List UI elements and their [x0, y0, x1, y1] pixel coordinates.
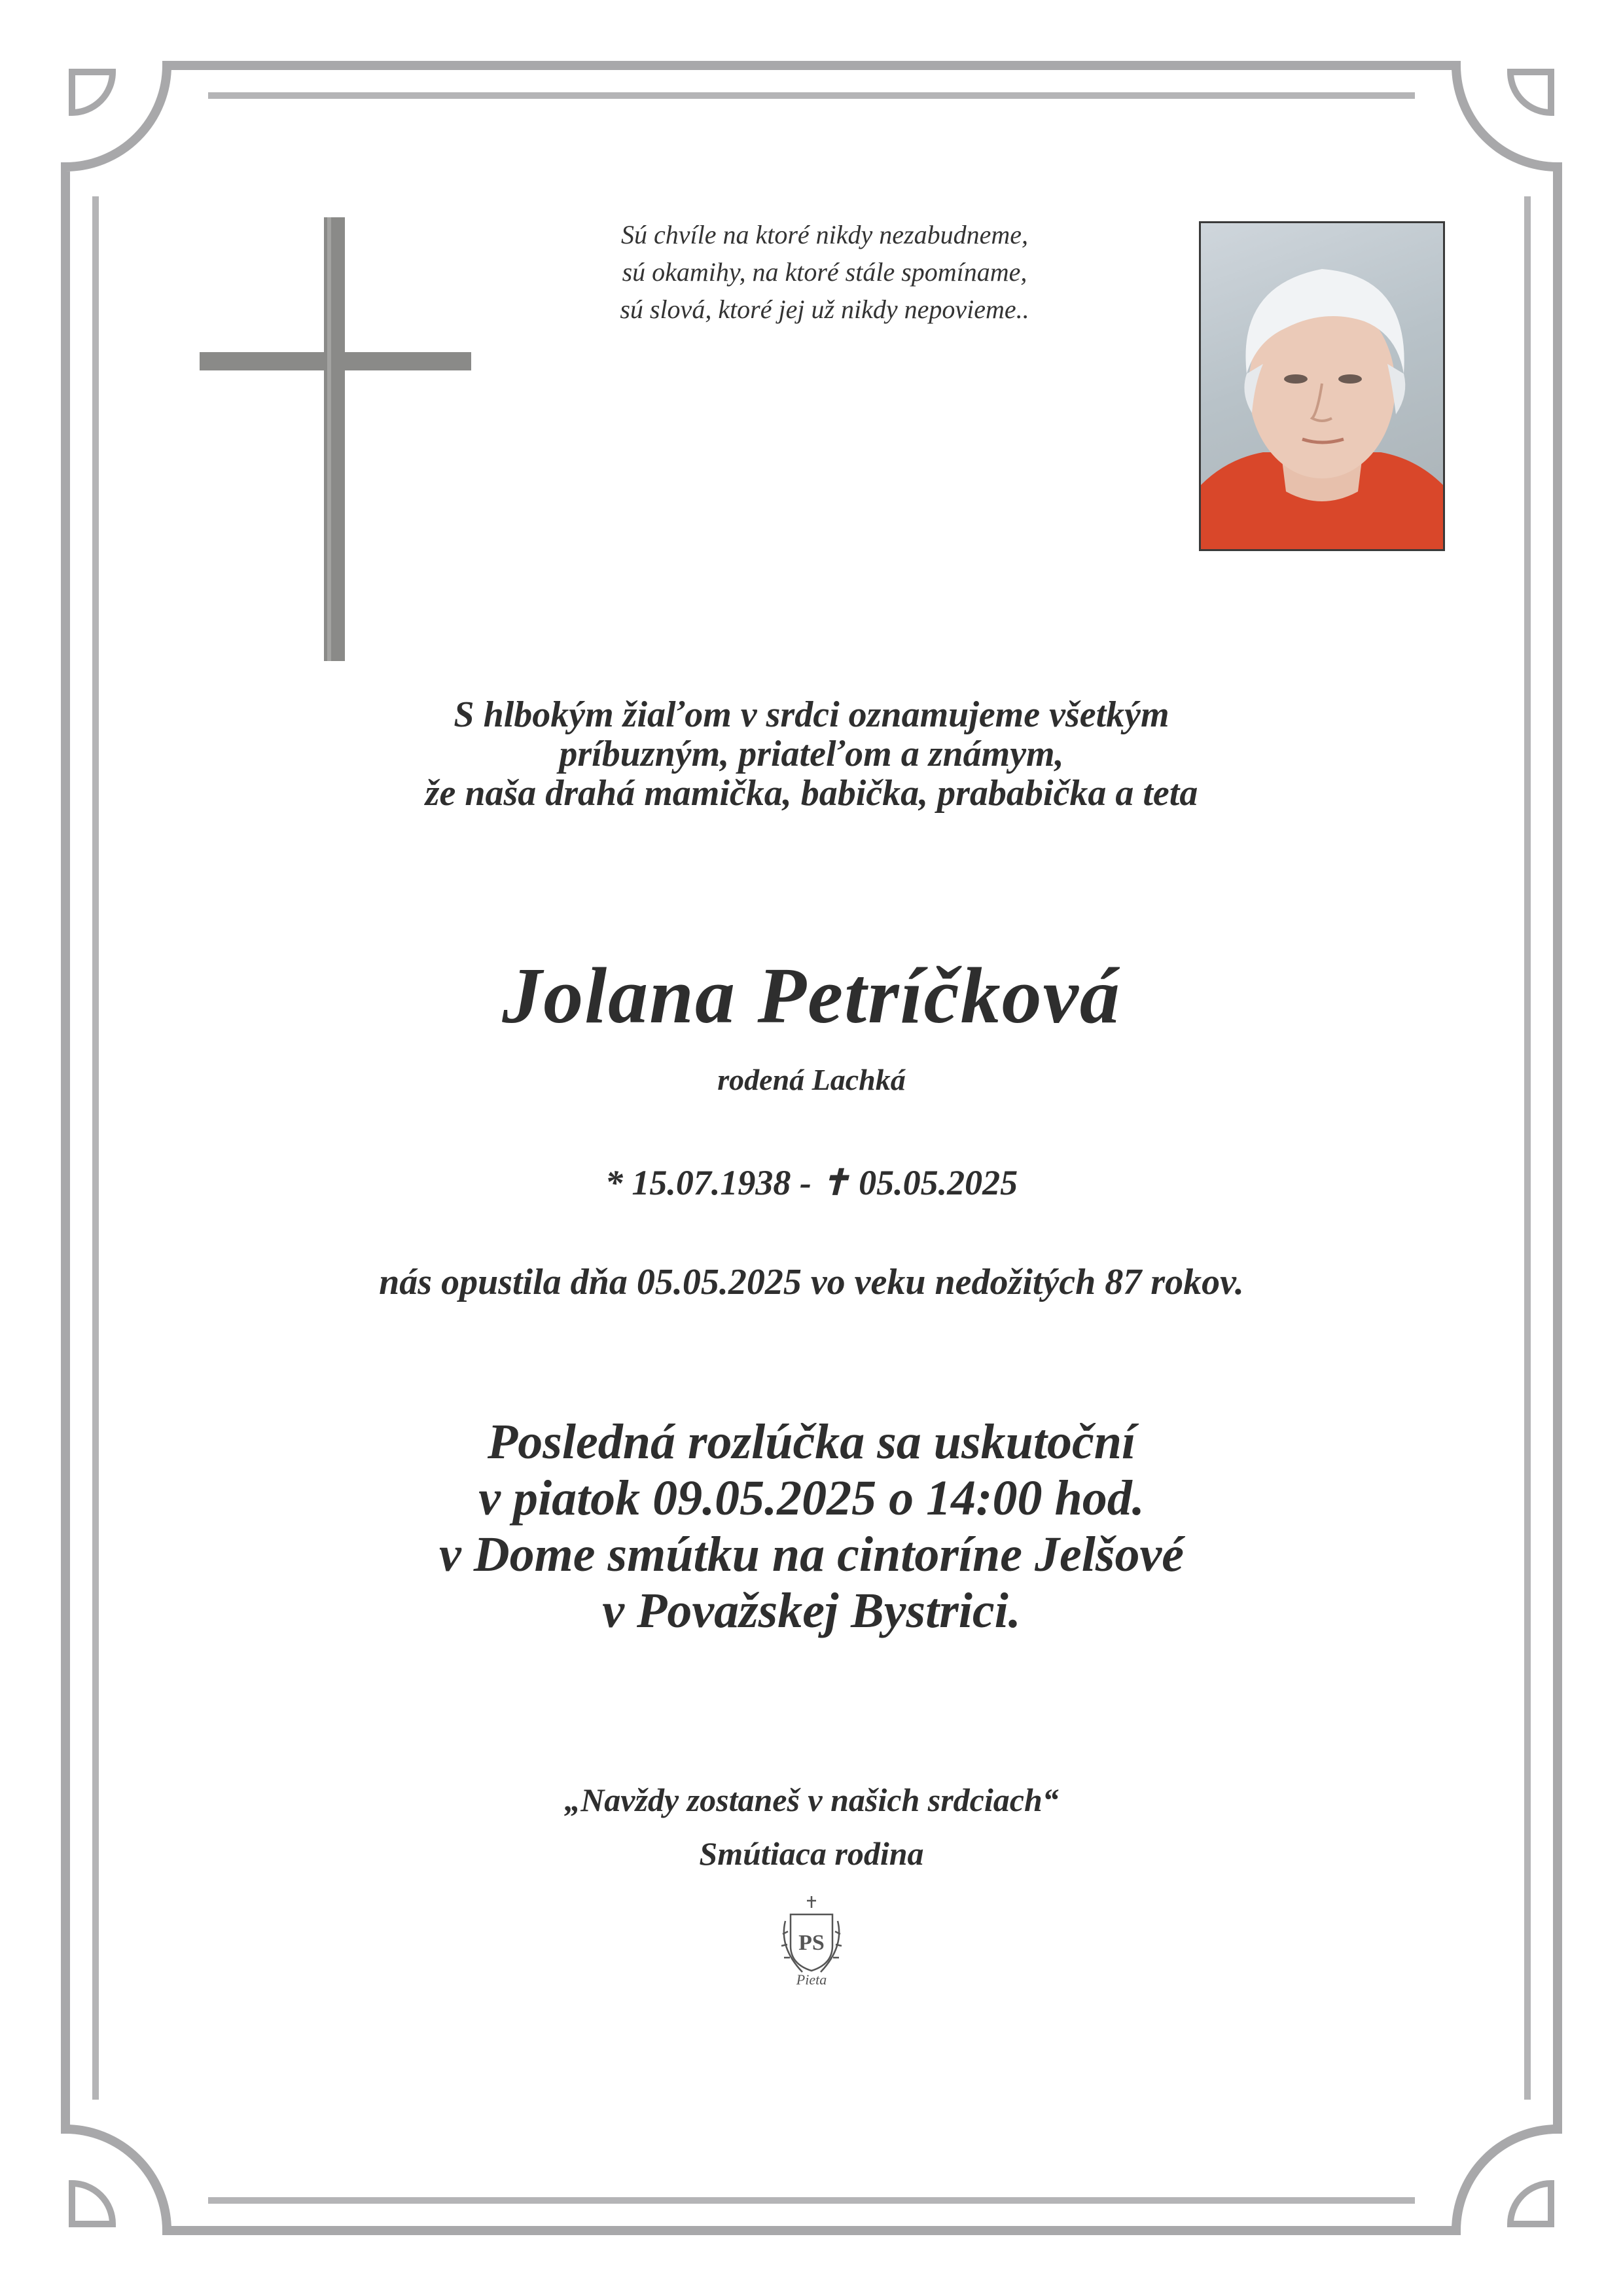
- announcement-line: že naša drahá mamička, babička, prababička a teta: [425, 773, 1198, 814]
- poem-line: sú okamihy, na ktoré stále spomíname,: [622, 257, 1027, 287]
- funeral-line: v Dome smútku na cintoríne Jelšové: [439, 1527, 1184, 1582]
- logo-brand: Pieta: [796, 1971, 827, 1988]
- passed-away-text: nás opustila dňa 05.05.2025 vo veku nedožitých 87 rokov.: [379, 1262, 1244, 1302]
- funeral-line: Posledná rozlúčka sa uskutoční: [487, 1414, 1136, 1469]
- logo-monogram: PS: [798, 1931, 825, 1955]
- closing-quote: „Navždy zostaneš v našich srdciach“: [564, 1782, 1059, 1818]
- life-dates: * 15.07.1938 - ✝ 05.05.2025: [605, 1163, 1018, 1202]
- announcement-line: príbuzným, priateľom a známym,: [559, 734, 1064, 774]
- funeral-line: v Považskej Bystrici.: [602, 1583, 1021, 1638]
- funeral-details: [0, 1414, 1623, 1639]
- deceased-name: Jolana Petríčková: [502, 952, 1121, 1040]
- portrait-photo: [1199, 221, 1445, 551]
- funeral-line: v piatok 09.05.2025 o 14:00 hod.: [478, 1471, 1145, 1526]
- family-signature: Smútiaca rodina: [699, 1835, 924, 1872]
- announcement-text: [0, 695, 1623, 813]
- memorial-poem: [497, 216, 1152, 328]
- announcement-line: S hlbokým žiaľom v srdci oznamujeme všetkým: [454, 694, 1169, 735]
- maiden-name: rodená Lachká: [717, 1063, 906, 1096]
- poem-line: sú slová, ktoré jej už nikdy nepovieme..: [620, 295, 1029, 324]
- poem-line: Sú chvíle na ktoré nikdy nezabudneme,: [620, 220, 1028, 249]
